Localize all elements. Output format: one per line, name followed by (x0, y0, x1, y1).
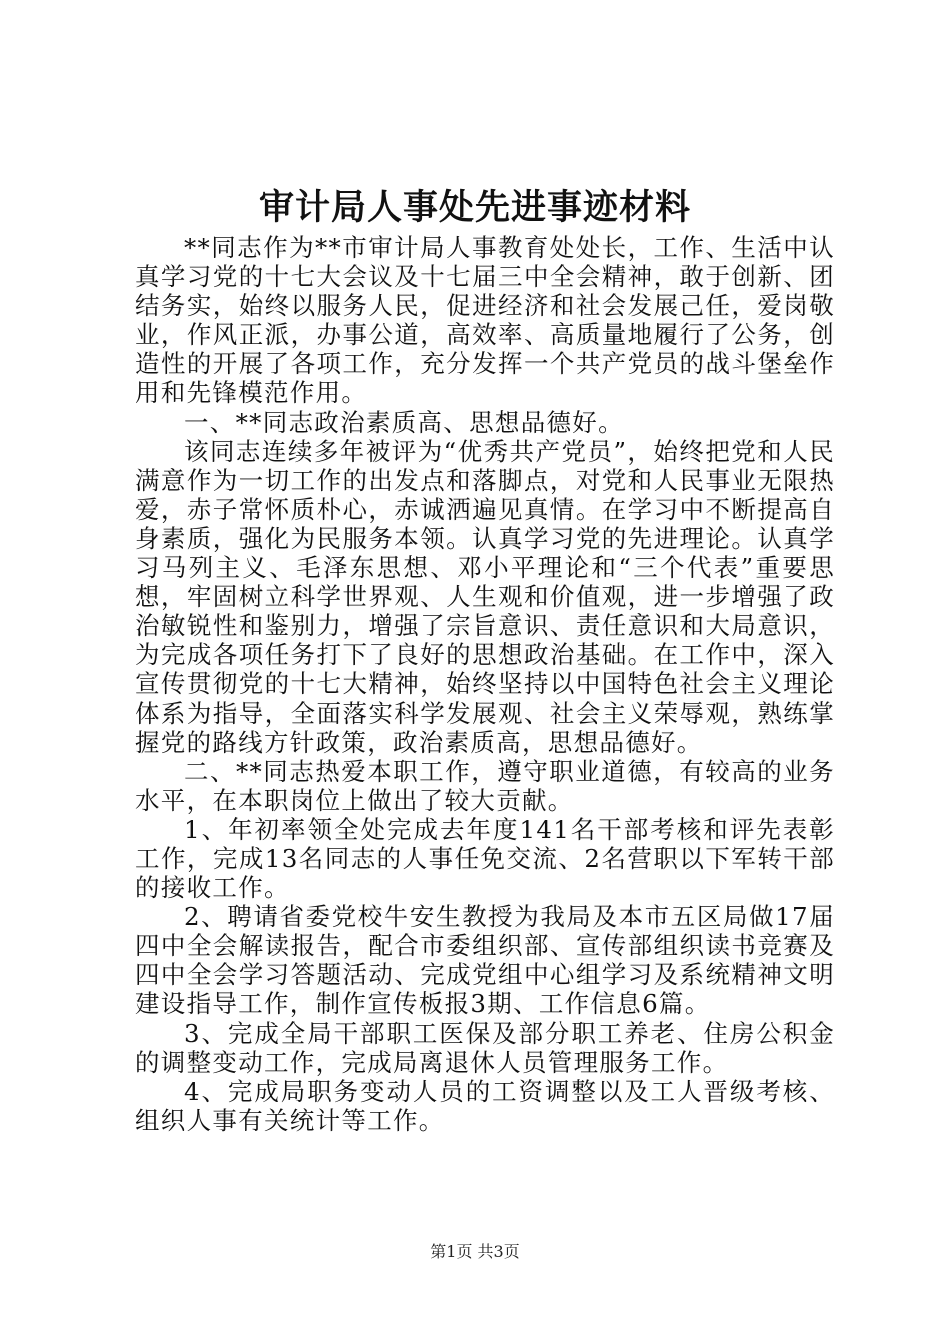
list-item-4: 4、完成局职务变动人员的工资调整以及工人晋级考核、组织人事有关统计等工作。 (135, 1076, 835, 1135)
page-footer: 第1页 共3页 (430, 1242, 520, 1261)
paragraph-intro: **同志作为**市审计局人事教育处处长，工作、生活中认真学习党的十七大会议及十七届三中全会精神，敢于创新、团结务实，始终以服务人民，促进经济和社会发展己任，爱岗敬业，作风正派，办事公道，高效率、高质量地履行了公务，创造性的开展了各项工作，充分发挥一个共产党员的战斗堡垒作用和先锋模范作用。 (135, 233, 835, 408)
list-item-1: 1、年初率领全处完成去年度141名干部考核和评先表彰工作，完成13名同志的人事任免交流、2名营职以下军转干部的接收工作。 (135, 814, 835, 903)
paragraph-section-1: 该同志连续多年被评为“优秀共产党员”，始终把党和人民满意作为一切工作的出发点和落脚点，对党和人民事业无限热爱，赤子常怀质朴心，赤诚洒遍见真情。在学习中不断提高自身素质，强化为民服务本领。认真学习党的先进理论。认真学习马列主义、毛泽东思想、邓小平理论和“三个代表”重要思想，牢固树立科学世界观、人生观和价值观，进一步增强了政治敏锐性和鉴别力，增强了宗旨意识、责任意识和大局意识，为完成各项任务打下了良好的思想政治基础。在工作中，深入宣传贯彻党的十七大精神，始终坚持以中国特色社会主义理论体系为指导，全面落实科学发展观、社会主义荣辱观，熟练掌握党的路线方针政策，政治素质高，思想品德好。 (135, 436, 835, 757)
document-body (135, 233, 835, 1135)
section-heading-2: 二、**同志热爱本职工作，遵守职业道德，有较高的业务水平，在本职岗位上做出了较大贡献。 (135, 756, 835, 815)
document-title: 审计局人事处先进事迹材料 (258, 187, 691, 228)
list-item-3: 3、完成全局干部职工医保及部分职工养老、住房公积金的调整变动工作，完成局离退休人员管理服务工作。 (135, 1018, 835, 1077)
list-item-2: 2、聘请省委党校牛安生教授为我局及本市五区局做17届四中全会解读报告，配合市委组织部、宣传部组织读书竞赛及四中全会学习答题活动、完成党组中心组学习及系统精神文明建设指导工作，制作宣传板报3期、工作信息6篇。 (135, 902, 835, 1019)
section-heading-1: 一、**同志政治素质高、思想品德好。 (184, 407, 624, 437)
